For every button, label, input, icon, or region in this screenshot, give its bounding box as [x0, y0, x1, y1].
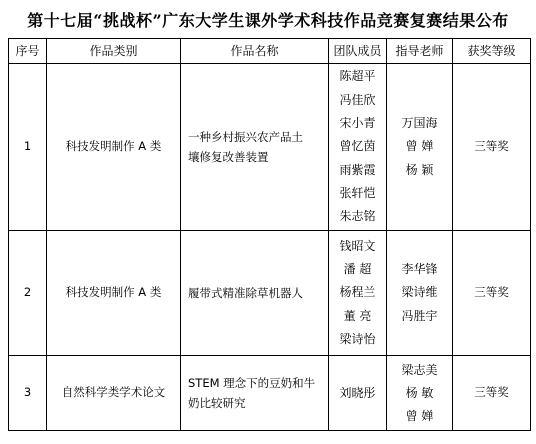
project-name-line: 一种乡村振兴农产品土: [188, 130, 303, 144]
advisor-name: 梁志美: [401, 362, 438, 377]
table-row: [9, 64, 531, 231]
header-no: 序号: [9, 39, 47, 64]
row-advisors: [387, 231, 453, 356]
table-row: [9, 356, 531, 431]
advisor-name: 冯胜宇: [401, 308, 438, 323]
row-project-name: [181, 64, 329, 231]
project-name-line: 奶比较研究: [188, 396, 246, 410]
header-members: 团队成员: [329, 39, 387, 64]
row-award: 三等奖: [453, 231, 531, 356]
advisor-name: 杨 颖: [405, 162, 434, 177]
member-name: 朱志铭: [339, 209, 376, 224]
advisor-name: 曾 婵: [405, 139, 434, 154]
header-name: 作品名称: [181, 39, 329, 64]
member-name: 曾忆茵: [339, 139, 376, 154]
header-category: 作品类别: [47, 39, 181, 64]
project-name-line: 壤修复改善装置: [188, 150, 269, 164]
advisor-name: 梁诗维: [401, 285, 438, 300]
member-name: 张轩恺: [339, 185, 376, 200]
row-category: 自然科学类学术论文: [47, 356, 181, 431]
row-award: 三等奖: [453, 356, 531, 431]
row-number: 3: [9, 356, 47, 431]
member-name: 钱昭文: [339, 238, 376, 253]
member-name: 陈超平: [339, 69, 376, 84]
page-title: 第十七届“挑战杯”广东大学生课外学术科技作品竞赛复赛结果公布: [27, 10, 509, 30]
row-number: 2: [9, 231, 47, 356]
row-category: 科技发明制作 A 类: [47, 231, 181, 356]
member-name: 宋小青: [339, 116, 376, 131]
advisor-name: 李华锋: [401, 262, 438, 277]
member-name: 刘晓彤: [339, 385, 376, 400]
row-number: 1: [9, 64, 47, 231]
results-table: [8, 38, 531, 431]
advisor-name: 万国海: [401, 116, 438, 131]
row-category: 科技发明制作 A 类: [47, 64, 181, 231]
row-members: [329, 231, 387, 356]
row-project-name: [181, 231, 329, 356]
header-row: [9, 39, 531, 64]
row-award: 三等奖: [453, 64, 531, 231]
header-award: 获奖等级: [453, 39, 531, 64]
advisor-name: 杨 敏: [405, 385, 434, 400]
member-name: 杨程兰: [339, 285, 376, 300]
advisor-name: 曾 婵: [405, 408, 434, 423]
row-members: [329, 64, 387, 231]
project-name-line: STEM 理念下的豆奶和牛: [188, 376, 316, 390]
header-advisors: 指导老师: [387, 39, 453, 64]
table-row: [9, 231, 531, 356]
member-name: 雨紫霞: [339, 162, 376, 177]
member-name: 潘 超: [343, 262, 372, 277]
row-members: [329, 356, 387, 431]
member-name: 梁诗怡: [339, 331, 376, 346]
row-project-name: [181, 356, 329, 431]
project-name-line: 履带式精准除草机器人: [188, 286, 303, 300]
member-name: 冯佳欣: [339, 92, 376, 107]
row-advisors: [387, 356, 453, 431]
member-name: 董 亮: [343, 308, 372, 323]
row-advisors: [387, 64, 453, 231]
